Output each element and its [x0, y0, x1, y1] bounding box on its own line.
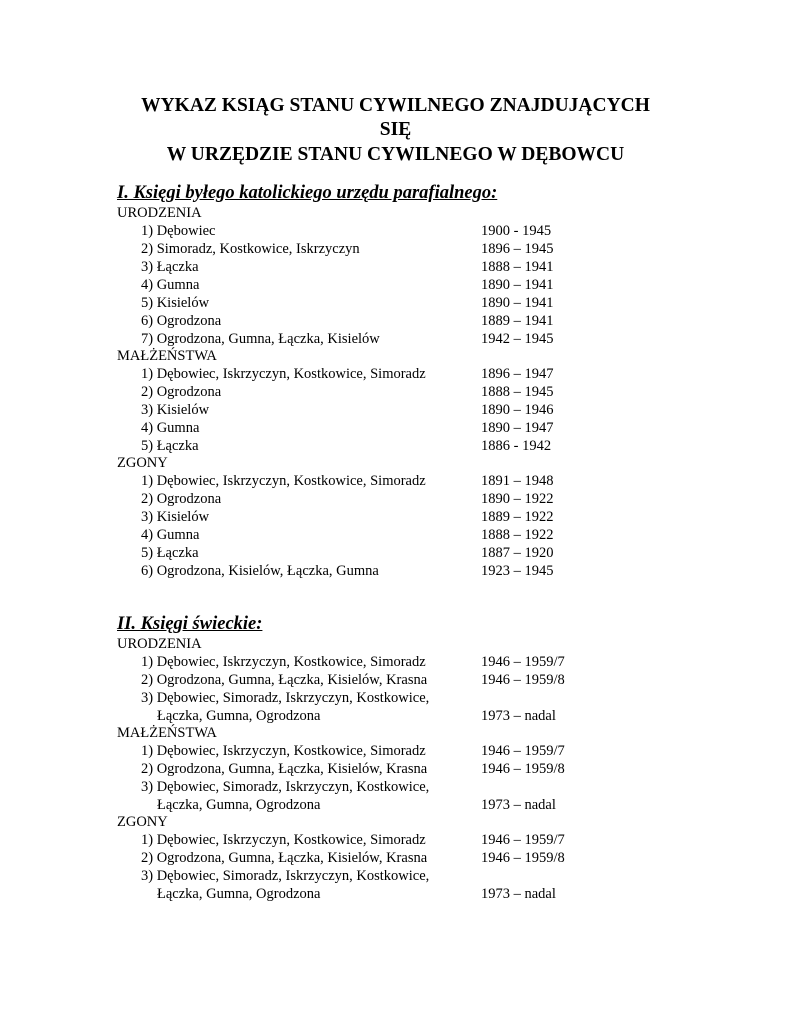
entry-years: 1946 – 1959/8: [481, 761, 565, 777]
list-item-continuation: [0, 796, 791, 814]
entry-label-continuation: Łączka, Gumna, Ogrodzona: [157, 886, 321, 902]
entry-label: 3) Dębowiec, Simoradz, Iskrzyczyn, Kostkowice,: [141, 779, 430, 795]
list-item: [0, 383, 791, 401]
entry-label-continuation: Łączka, Gumna, Ogrodzona: [157, 797, 321, 813]
entry-years: 1886 - 1942: [481, 438, 552, 454]
document-title-line-3: W URZĘDZIE STANU CYWILNEGO W DĘBOWCU: [166, 144, 625, 165]
section-2-deaths-label: ZGONY: [117, 814, 168, 830]
list-item: [0, 276, 791, 294]
entry-label: 3) Kisielów: [141, 509, 210, 525]
list-item: [0, 365, 791, 383]
section-1-births-label: URODZENIA: [117, 205, 202, 221]
entry-years: 1889 – 1941: [481, 313, 554, 329]
list-item: [0, 312, 791, 330]
entry-years: 1888 – 1922: [481, 527, 554, 543]
entry-years: 1887 – 1920: [481, 545, 554, 561]
entry-label: 4) Gumna: [141, 527, 200, 543]
list-item: [0, 671, 791, 689]
section-1-marriages-label: MAŁŻEŃSTWA: [117, 348, 217, 364]
document-title-line-1: WYKAZ KSIĄG STANU CYWILNEGO ZNAJDUJĄCYCH: [141, 95, 650, 116]
list-item: [0, 258, 791, 276]
entry-years: 1890 – 1922: [481, 491, 554, 507]
list-item: [0, 778, 791, 796]
entry-label: 5) Łączka: [141, 438, 199, 454]
entry-label: 4) Gumna: [141, 420, 200, 436]
list-item: [0, 294, 791, 312]
entry-years: 1946 – 1959/7: [481, 743, 565, 759]
entry-years: 1973 – nadal: [481, 797, 556, 813]
entry-label: 2) Ogrodzona: [141, 384, 222, 400]
entry-years: 1888 – 1945: [481, 384, 554, 400]
section-2-heading: II. Księgi świeckie:: [117, 614, 263, 634]
entry-label: 1) Dębowiec, Iskrzyczyn, Kostkowice, Simoradz: [141, 743, 426, 759]
list-item: [0, 831, 791, 849]
entry-years: 1888 – 1941: [481, 259, 554, 275]
entry-years: 1946 – 1959/7: [481, 654, 565, 670]
list-item: [0, 490, 791, 508]
entry-label: 1) Dębowiec, Iskrzyczyn, Kostkowice, Simoradz: [141, 473, 426, 489]
entry-label-continuation: Łączka, Gumna, Ogrodzona: [157, 708, 321, 724]
list-item: [0, 526, 791, 544]
entry-years: 1942 – 1945: [481, 331, 554, 347]
entry-years: 1889 – 1922: [481, 509, 554, 525]
entry-label: 1) Dębowiec, Iskrzyczyn, Kostkowice, Simoradz: [141, 832, 426, 848]
list-item: [0, 472, 791, 490]
list-item: [0, 419, 791, 437]
entry-label: 1) Dębowiec, Iskrzyczyn, Kostkowice, Simoradz: [141, 366, 426, 382]
list-item: [0, 742, 791, 760]
list-item: [0, 437, 791, 455]
section-1-deaths-label: ZGONY: [117, 455, 168, 471]
entry-label: 2) Ogrodzona, Gumna, Łączka, Kisielów, Krasna: [141, 850, 428, 866]
list-item: [0, 240, 791, 258]
entry-label: 3) Kisielów: [141, 402, 210, 418]
entry-years: 1900 - 1945: [481, 223, 552, 239]
list-item: [0, 401, 791, 419]
entry-years: 1923 – 1945: [481, 563, 554, 579]
list-item: [0, 849, 791, 867]
section-1-heading: I. Księgi byłego katolickiego urzędu parafialnego:: [117, 183, 498, 203]
entry-label: 3) Łączka: [141, 259, 199, 275]
list-item: [0, 544, 791, 562]
entry-label: 4) Gumna: [141, 277, 200, 293]
list-item: [0, 508, 791, 526]
entry-label: 6) Ogrodzona, Kisielów, Łączka, Gumna: [141, 563, 379, 579]
entry-years: 1890 – 1946: [481, 402, 554, 418]
list-item: [0, 562, 791, 580]
entry-years: 1896 – 1947: [481, 366, 554, 382]
list-item: [0, 653, 791, 671]
list-item: [0, 330, 791, 348]
entry-label: 7) Ogrodzona, Gumna, Łączka, Kisielów: [141, 331, 380, 347]
entry-label: 2) Simoradz, Kostkowice, Iskrzyczyn: [141, 241, 360, 257]
entry-years: 1946 – 1959/8: [481, 850, 565, 866]
entry-label: 1) Dębowiec, Iskrzyczyn, Kostkowice, Simoradz: [141, 654, 426, 670]
entry-label: 5) Łączka: [141, 545, 199, 561]
list-item: [0, 689, 791, 707]
entry-years: 1890 – 1947: [481, 420, 554, 436]
list-item: [0, 222, 791, 240]
entry-years: 1890 – 1941: [481, 295, 554, 311]
entry-years: 1973 – nadal: [481, 886, 556, 902]
entry-label: 3) Dębowiec, Simoradz, Iskrzyczyn, Kostkowice,: [141, 690, 430, 706]
document-title-line-2: SIĘ: [379, 119, 412, 140]
list-item: [0, 760, 791, 778]
entry-label: 5) Kisielów: [141, 295, 210, 311]
entry-years: 1890 – 1941: [481, 277, 554, 293]
entry-years: 1946 – 1959/7: [481, 832, 565, 848]
entry-years: 1896 – 1945: [481, 241, 554, 257]
entry-years: 1973 – nadal: [481, 708, 556, 724]
entry-label: 2) Ogrodzona, Gumna, Łączka, Kisielów, Krasna: [141, 761, 428, 777]
entry-label: 6) Ogrodzona: [141, 313, 222, 329]
entry-years: 1891 – 1948: [481, 473, 554, 489]
entry-label: 2) Ogrodzona: [141, 491, 222, 507]
list-item-continuation: [0, 707, 791, 725]
entry-label: 3) Dębowiec, Simoradz, Iskrzyczyn, Kostkowice,: [141, 868, 430, 884]
entry-years: 1946 – 1959/8: [481, 672, 565, 688]
list-item-continuation: [0, 885, 791, 903]
list-item: [0, 867, 791, 885]
entry-label: 2) Ogrodzona, Gumna, Łączka, Kisielów, Krasna: [141, 672, 428, 688]
entry-label: 1) Dębowiec: [141, 223, 216, 239]
section-2-marriages-label: MAŁŻEŃSTWA: [117, 725, 217, 741]
section-2-births-label: URODZENIA: [117, 636, 202, 652]
